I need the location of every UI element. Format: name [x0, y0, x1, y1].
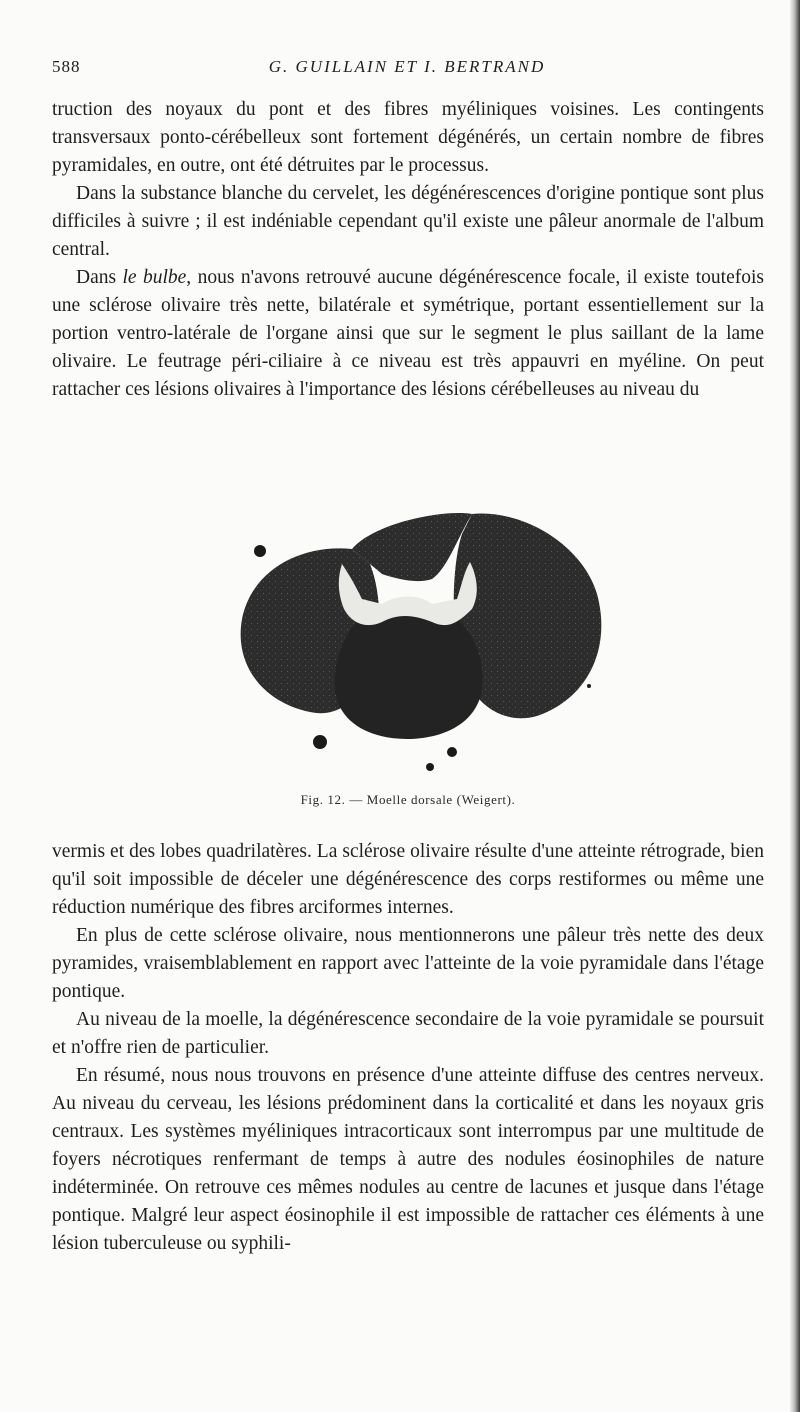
spinal-cord-section-image — [52, 454, 764, 784]
emphasis: le bulbe — [122, 267, 187, 288]
body-text-top — [52, 96, 764, 404]
running-title: G. GUILLAIN ET I. BERTRAND — [268, 57, 546, 76]
paragraph: truction des noyaux du pont et des fibres myéliniques voisines. Les contingents transversaux ponto-cérébelleux sont fortement dégénérés, un certain nombre de fibres pyramidales, en outre, ont été détruites par le processus. — [52, 99, 764, 176]
page-edge-shadow — [790, 0, 800, 1412]
figure — [52, 454, 764, 824]
paragraph: En résumé, nous nous trouvons en présence d'une atteinte diffuse des centres nerveux. Au niveau du cerveau, les lésions prédominent dans la corticalité et dans les noyaux gris centraux. Les systèmes myéliniques intracorticaux sont interrompus par une multitude de foyers nécrotiques renfermant de temps à autre des nodules éosinophiles de nature indéterminée. On retrouve ces mêmes nodules au centre de lacunes et jusque dans l'étage pontique. Malgré leur aspect éosinophile il est impossible de rattacher ces éléments à une lésion tuberculeuse ou syphili- — [52, 1065, 764, 1254]
body-text-bottom — [52, 838, 764, 1258]
paragraph: vermis et des lobes quadrilatères. La sclérose olivaire résulte d'une atteinte rétrograde, bien qu'il soit impossible de déceler une dégénérescence des corps restiformes ou même une réduction numérique des fibres arciformes internes. — [52, 841, 764, 918]
paragraph: Dans la substance blanche du cervelet, les dégénérescences d'origine pontique sont plus difficiles à suivre ; il est indéniable cependant qu'il existe une pâleur anormale de l'album central. — [52, 183, 764, 260]
page-header — [52, 57, 762, 83]
paragraph: Au niveau de la moelle, la dégénérescence secondaire de la voie pyramidale se poursuit et n'offre rien de particulier. — [52, 1009, 764, 1058]
paragraph: En plus de cette sclérose olivaire, nous mentionnerons une pâleur très nette des deux pyramides, vraisemblablement en rapport avec l'atteinte de la voie pyramidale dans l'étage pontique. — [52, 925, 764, 1002]
figure-caption: Fig. 12. — Moelle dorsale (Weigert). — [300, 792, 516, 807]
page-number: 588 — [52, 57, 81, 76]
paragraph: Dans le bulbe, nous n'avons retrouvé aucune dégénérescence focale, il existe toutefois une sclérose olivaire très nette, bilatérale et symétrique, portant essentiellement sur la portion ventro-latérale de l'organe ainsi que sur le segment le plus saillant de la lame olivaire. Le feutrage péri-ciliaire à ce niveau est très appauvri en myéline. On peut rattacher ces lésions olivaires à l'importance des lésions cérébelleuses au niveau du — [52, 267, 764, 400]
